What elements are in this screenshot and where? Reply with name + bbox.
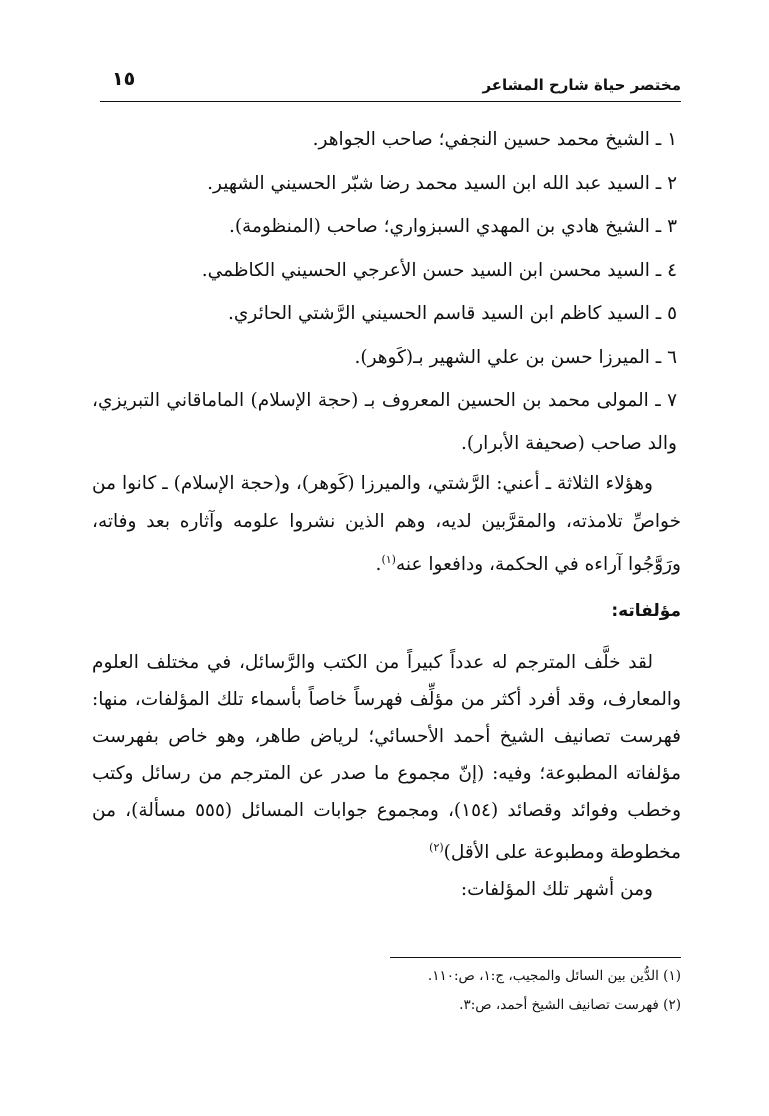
list-item-4: ٤ ـ السيد محسن ابن السيد حسن الأعرجي الحسيني الكاظمي. — [201, 259, 677, 281]
page-header — [100, 62, 681, 98]
footnote-1: (١) الدُّين بين السائل والمجيب، ج:١، ص:١١٠. — [427, 968, 681, 984]
page-number: ١٥ — [112, 68, 136, 90]
list-item-2: ٢ ـ السيد عبد الله ابن السيد محمد رضا شبّر الحسيني الشهير. — [207, 172, 677, 194]
header-rule — [100, 101, 681, 102]
paragraph-famous-works: ومن أشهر تلك المؤلفات: — [460, 879, 653, 901]
list-item-1: ١ ـ الشيخ محمد حسين النجفي؛ صاحب الجواهر. — [312, 129, 677, 150]
footnote-rule — [390, 957, 681, 958]
running-title: مختصر حياة شارح المشاعر — [482, 76, 681, 94]
list-item-5: ٥ ـ السيد كاظم ابن السيد قاسم الحسيني الرَّشتي الحائري. — [228, 303, 677, 324]
footnote-2: (٢) فهرست تصانيف الشيخ أحمد، ص:٣. — [459, 997, 681, 1013]
paragraph-students — [92, 465, 681, 584]
list-item-6: ٦ ـ الميرزا حسن بن علي الشهير بـ(كَوهر). — [354, 346, 677, 368]
paragraph-students-end: . — [375, 554, 382, 576]
list-item-7: ٧ ـ المولى محمد بن الحسين المعروف بـ (حجة الإسلام) الماماقاني التبريزي، والد صاحب (صحيفة الأبرار). — [92, 390, 677, 454]
list-item-3: ٣ ـ الشيخ هادي بن المهدي السبزواري؛ صاحب (المنظومة). — [228, 216, 677, 237]
page-body — [92, 118, 681, 908]
footnotes — [300, 962, 681, 1020]
paragraph-works-text: لقد خلَّف المترجم له عدداً كبيراً من الكتب والرَّسائل، في مختلف العلوم والمعارف، وقد أفرد أكثر من مؤلِّف فهرساً خاصاً بأسماء تلك المؤلفات، منها: فهرست تصانيف الشيخ أحمد الأحسائي؛ لرياض طاهر، وهو خاص بفهرست مؤلفاته المطبوعة؛ وفيه: (إنّ مجموع ما صدر عن المترجم من رسائل وكتب وخطب وفوائد وقصائد (١٥٤)، ومجموع جوابات المسائل (٥٥٥ مسألة)، من مخطوطة ومطبوعة على الأقل) — [92, 652, 681, 864]
footnote-ref-1: (١) — [381, 553, 396, 566]
section-title: مؤلفاته: — [611, 601, 681, 622]
paragraph-students-text: وهؤلاء الثلاثة ـ أعني: الرَّشتي، والميرزا (كَوهر)، و(حجة الإسلام) ـ كانوا من خواصِّ تلامذته، والمقرَّبين لديه، وهم الذين نشروا علومه وآثاره بعد وفاته، ورَوَّجُوا آراءه في الحكمة، ودافعوا عنه — [92, 473, 681, 576]
footnote-ref-2: (٢) — [429, 841, 444, 855]
paragraph-works — [92, 644, 681, 871]
